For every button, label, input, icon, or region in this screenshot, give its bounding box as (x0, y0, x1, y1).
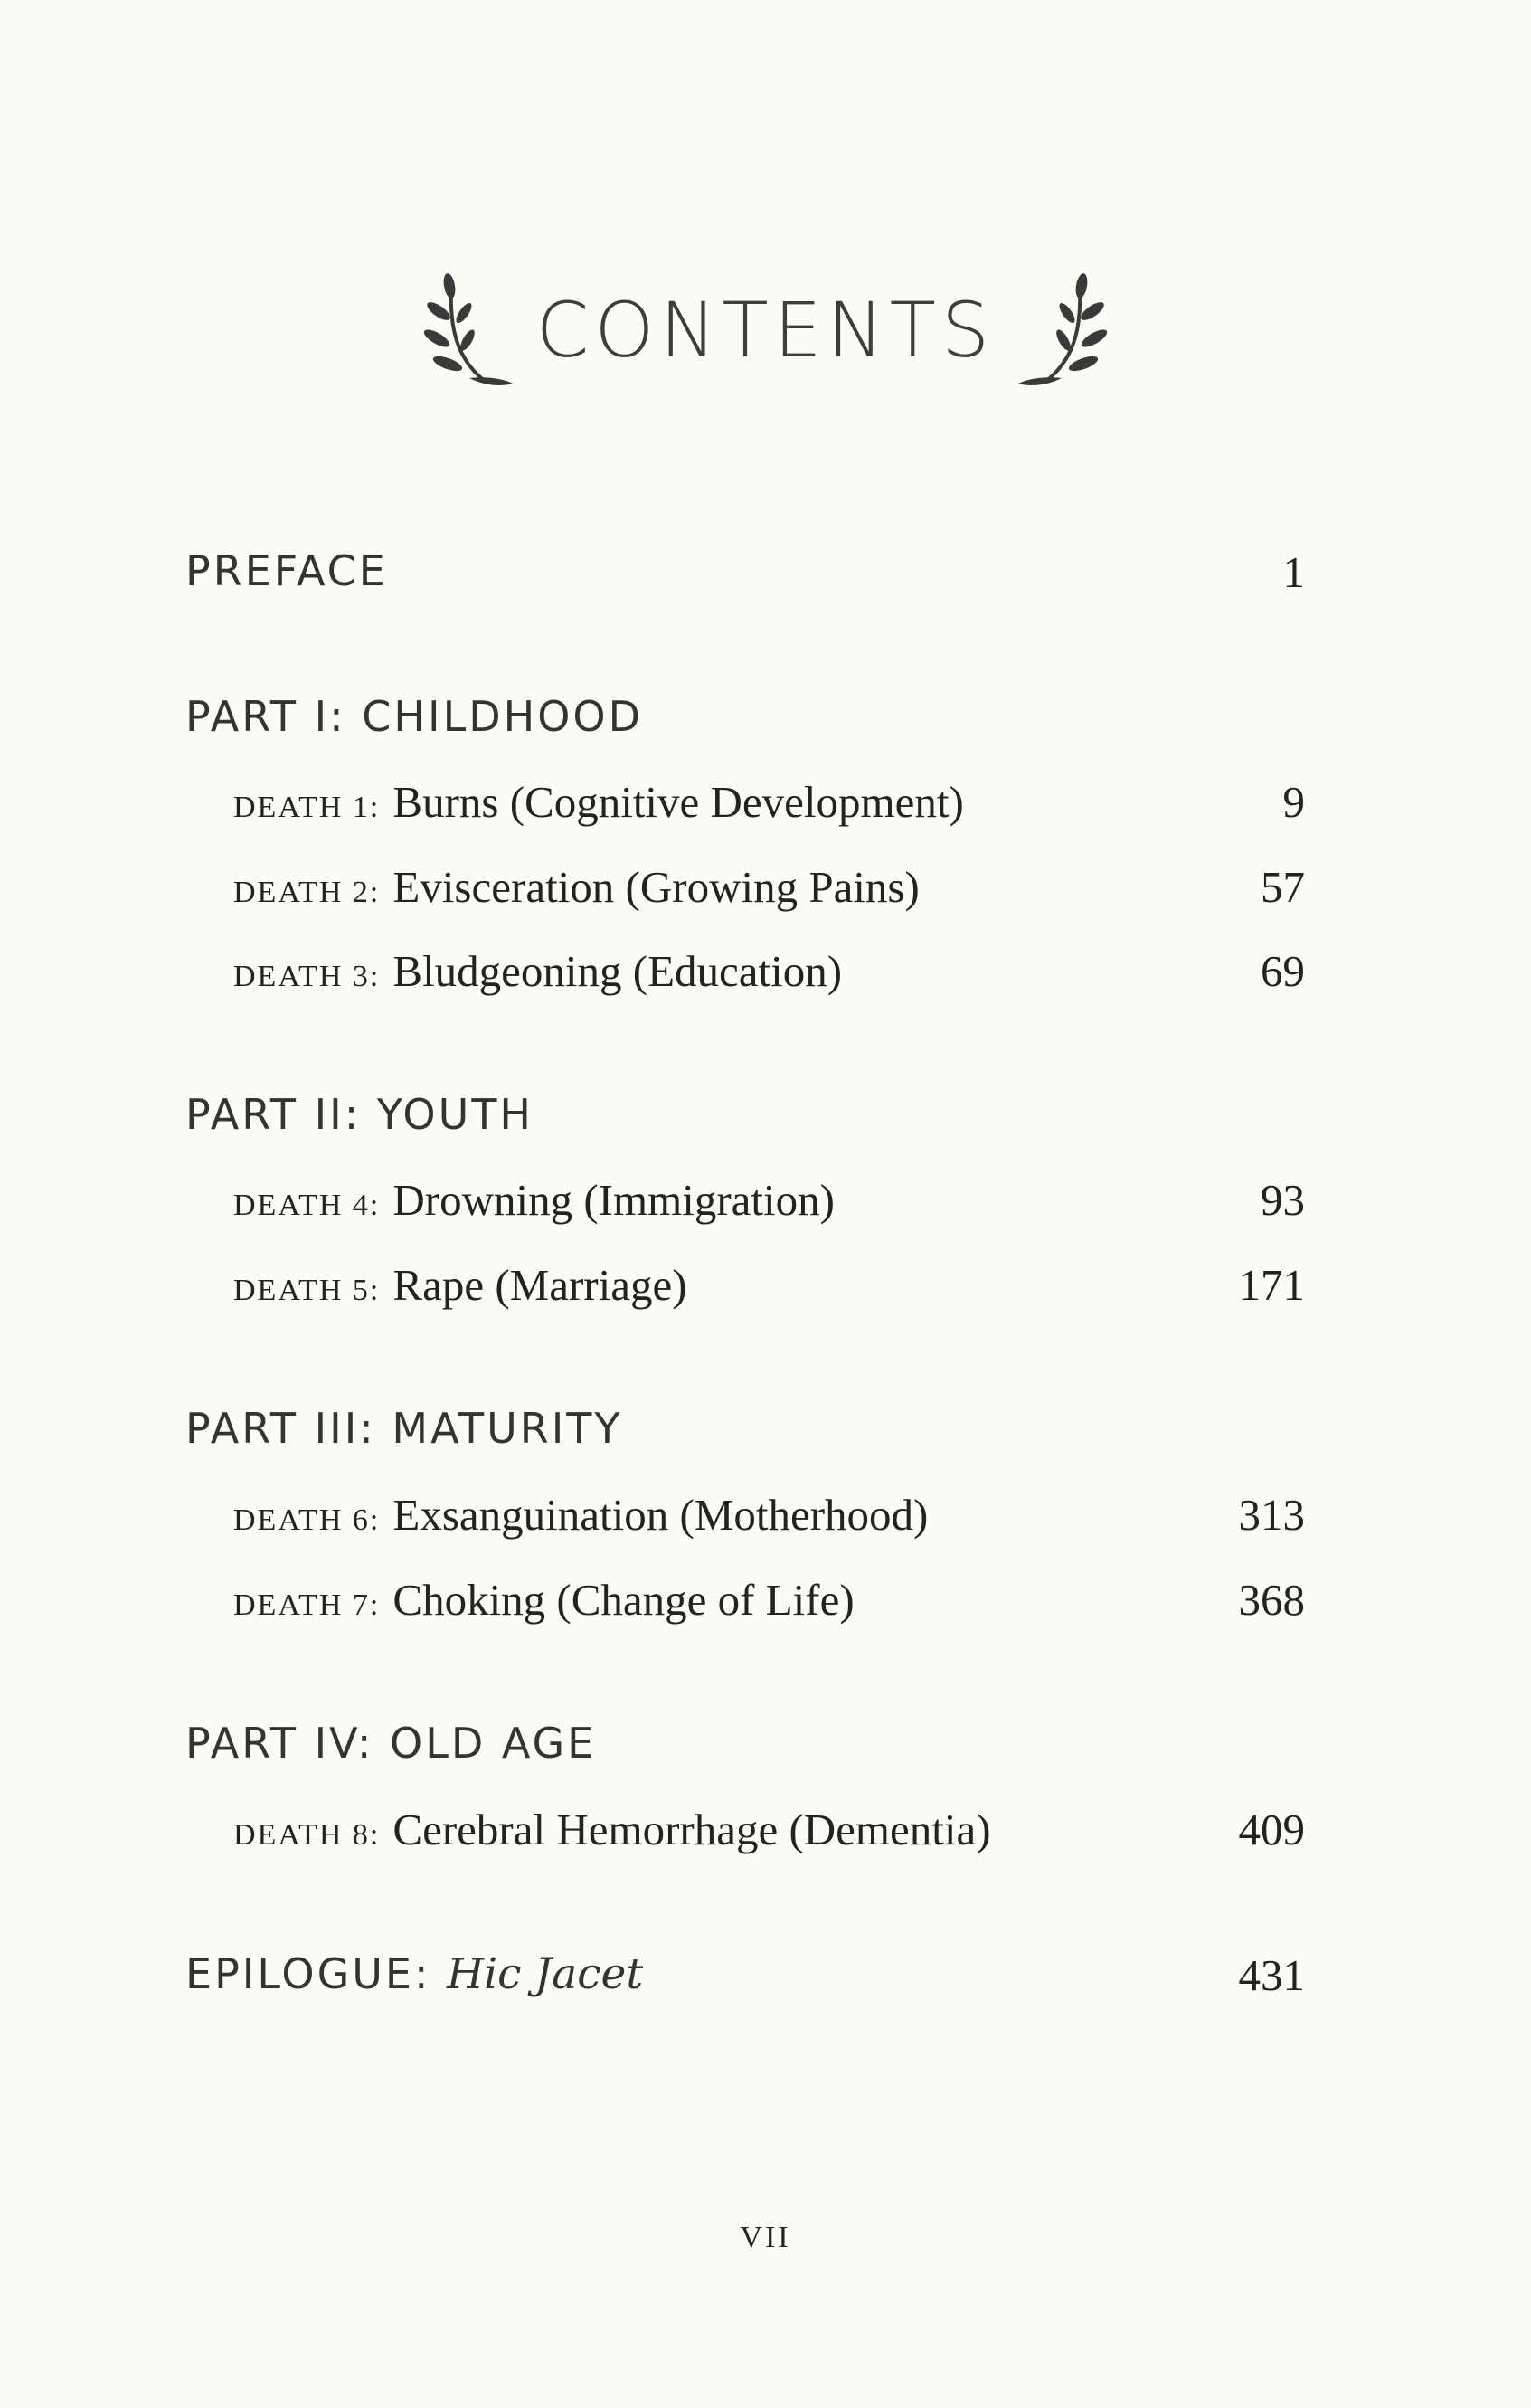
toc-entry-death-6[interactable] (233, 1489, 928, 1541)
entry-title: Cerebral Hemorrhage (Dementia) (392, 1805, 991, 1854)
contents-title (0, 258, 1531, 403)
toc-part-2-heading[interactable]: PART II: YOUTH (185, 1090, 534, 1139)
toc-entry-death-1[interactable] (233, 776, 964, 828)
entry-prefix: DEATH 6: (233, 1503, 381, 1537)
laurel-left-icon (415, 271, 515, 389)
toc-preface[interactable]: PREFACE (185, 546, 388, 595)
entry-title: Bludgeoning (Education) (392, 946, 843, 996)
toc-part-4-heading[interactable]: PART IV: OLD AGE (185, 1719, 597, 1768)
entry-prefix: DEATH 5: (233, 1274, 381, 1307)
laurel-right-icon (1016, 271, 1116, 389)
entry-title: Exsanguination (Motherhood) (392, 1490, 929, 1540)
entry-prefix: DEATH 4: (233, 1189, 381, 1222)
toc-epilogue-page: 431 (1238, 1950, 1305, 2000)
entry-prefix: DEATH 8: (233, 1818, 381, 1852)
entry-prefix: DEATH 3: (233, 960, 381, 993)
toc-entry-death-7[interactable] (233, 1574, 855, 1626)
toc-entry-death-8-page: 409 (1238, 1805, 1305, 1854)
toc-entry-death-7-page: 368 (1238, 1575, 1305, 1625)
toc-entry-death-6-page: 313 (1238, 1490, 1305, 1540)
epilogue-subtitle: Hic Jacet (447, 1949, 644, 1999)
entry-title: Drowning (Immigration) (392, 1175, 835, 1225)
toc-epilogue[interactable] (185, 1949, 643, 1999)
page-title: CONTENTS (535, 286, 996, 374)
toc-entry-death-1-page: 9 (1282, 777, 1305, 827)
toc-entry-death-2[interactable] (233, 861, 920, 913)
toc-entry-death-4[interactable] (233, 1174, 835, 1226)
entry-title: Evisceration (Growing Pains) (392, 862, 920, 912)
toc-entry-death-2-page: 57 (1261, 862, 1305, 912)
page-folio: VII (740, 2221, 791, 2254)
entry-title: Rape (Marriage) (392, 1260, 687, 1310)
toc-part-1-heading[interactable]: PART I: CHILDHOOD (185, 692, 644, 741)
toc-entry-death-8[interactable] (233, 1804, 991, 1855)
toc-entry-death-4-page: 93 (1261, 1175, 1305, 1225)
toc-part-3-heading[interactable]: PART III: MATURITY (185, 1404, 623, 1453)
toc-entry-death-3[interactable] (233, 945, 842, 997)
entry-title: Burns (Cognitive Development) (392, 777, 964, 827)
epilogue-label: EPILOGUE: (185, 1949, 431, 1998)
entry-title: Choking (Change of Life) (392, 1575, 855, 1625)
entry-prefix: DEATH 2: (233, 876, 381, 909)
toc-entry-death-5[interactable] (233, 1259, 687, 1311)
toc-entry-death-3-page: 69 (1261, 946, 1305, 996)
entry-prefix: DEATH 1: (233, 791, 381, 824)
entry-prefix: DEATH 7: (233, 1588, 381, 1622)
toc-entry-death-5-page: 171 (1238, 1260, 1305, 1310)
toc-preface-page: 1 (1282, 547, 1305, 597)
